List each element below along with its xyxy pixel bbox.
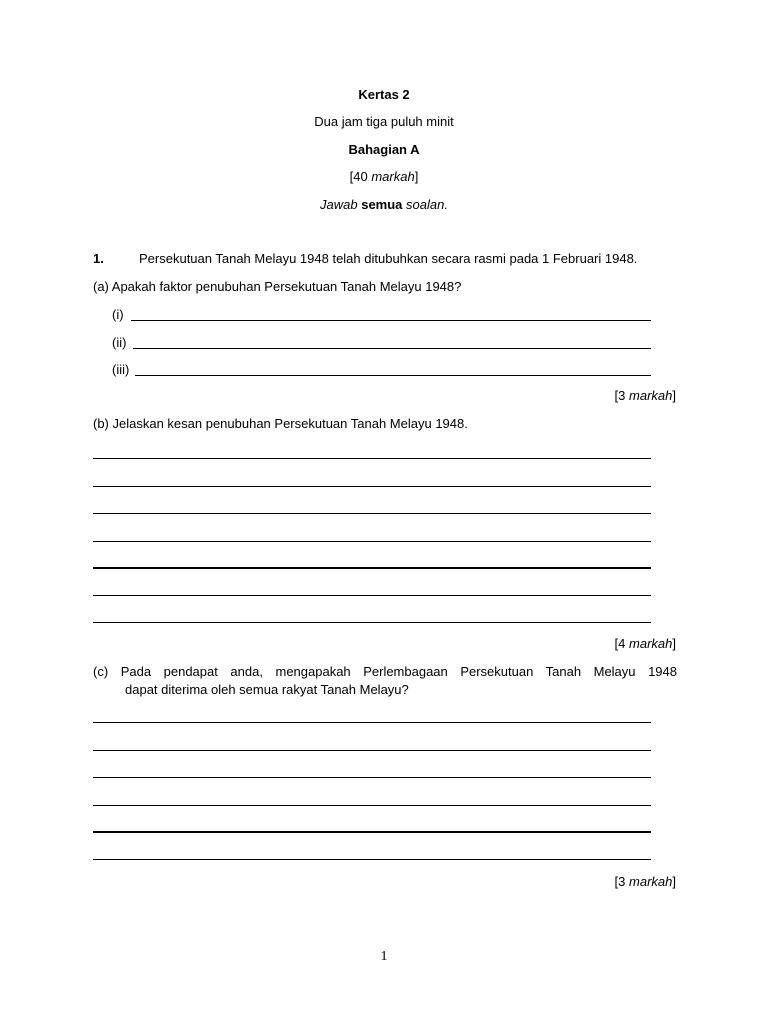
- answer-line-c-2[interactable]: [93, 750, 651, 751]
- instr-word-2: semua: [361, 197, 403, 212]
- answer-line-c-1[interactable]: [93, 722, 651, 723]
- section-title: Bahagian A: [348, 142, 420, 157]
- part-a-marks: [3 markah]: [614, 388, 676, 403]
- section-marks: [0, 169, 768, 184]
- part-a-marks-num: 3: [618, 388, 626, 403]
- answer-line-c-4[interactable]: [93, 805, 651, 806]
- answer-line-b-3[interactable]: [93, 513, 651, 514]
- marks-word: markah: [371, 169, 415, 184]
- instructions: Jawab semua soalan.: [320, 197, 448, 212]
- instr-word-1: Jawab: [320, 197, 358, 212]
- question-number: 1.: [93, 251, 104, 266]
- answer-line-c-6[interactable]: [93, 859, 651, 860]
- answer-line-a-ii[interactable]: [133, 348, 651, 349]
- part-a-item-iii-label: (iii): [112, 362, 130, 377]
- answer-line-c-3[interactable]: [93, 777, 651, 778]
- marks-open: [40: [349, 169, 372, 184]
- answer-line-a-iii[interactable]: [135, 375, 651, 376]
- part-c-marks: [3 markah]: [614, 874, 676, 889]
- marks-close: ]: [414, 169, 419, 184]
- part-a-item-ii-label: (ii): [112, 335, 127, 350]
- part-a-item-i-label: (i): [112, 307, 124, 322]
- part-c-marks-num: 3: [618, 874, 626, 889]
- paper-title: Kertas 2: [358, 87, 410, 102]
- paper-duration: Dua jam tiga puluh minit: [314, 114, 454, 129]
- question-stem: Persekutuan Tanah Melayu 1948 telah ditubuhkan secara rasmi pada 1 Februari 1948.: [139, 251, 638, 266]
- part-c-question-line-2: dapat diterima oleh semua rakyat Tanah Melayu?: [125, 682, 409, 697]
- answer-line-b-1[interactable]: [93, 458, 651, 459]
- answer-line-a-i[interactable]: [131, 320, 651, 321]
- part-b-question: (b) Jelaskan kesan penubuhan Persekutuan Tanah Melayu 1948.: [93, 416, 468, 431]
- part-b-marks-word: markah: [629, 636, 673, 651]
- part-c-marks-word: markah: [629, 874, 673, 889]
- answer-line-b-5[interactable]: [93, 567, 651, 569]
- part-a-question: (a) Apakah faktor penubuhan Persekutuan Tanah Melayu 1948?: [93, 279, 462, 294]
- part-b-marks-num: 4: [618, 636, 626, 651]
- part-c-question-line-1: (c) Pada pendapat anda, mengapakah Perlembagaan Persekutuan Tanah Melayu 1948: [93, 664, 677, 679]
- answer-line-b-7[interactable]: [93, 622, 651, 623]
- part-b-marks: [4 markah]: [614, 636, 676, 651]
- part-a-marks-word: markah: [629, 388, 673, 403]
- page-number: 1: [380, 949, 388, 964]
- answer-line-b-2[interactable]: [93, 486, 651, 487]
- answer-line-b-6[interactable]: [93, 595, 651, 596]
- instr-word-3: soalan: [406, 197, 445, 212]
- answer-line-b-4[interactable]: [93, 541, 651, 542]
- answer-line-c-5[interactable]: [93, 831, 651, 833]
